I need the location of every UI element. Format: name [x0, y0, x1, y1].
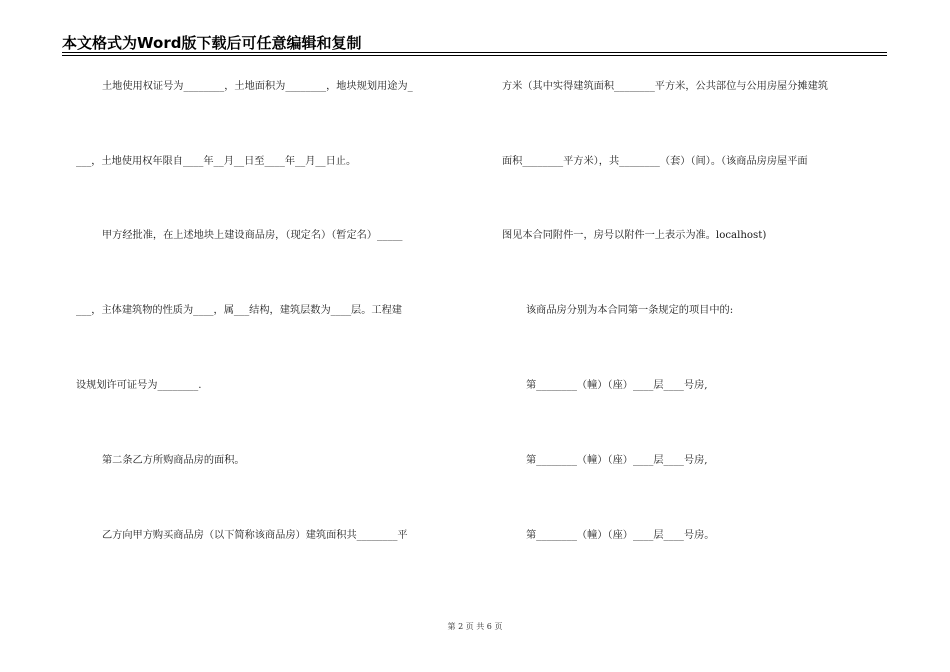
right-line-6: 第________（幢）（座）____层____号房, [526, 455, 708, 466]
right-line-3: 图见本合同附件一，房号以附件一上表示为准。localhost) [502, 230, 767, 241]
document-header-title: 本文格式为Word版下载后可任意编辑和复制 [62, 34, 362, 52]
left-line-6: 第二条乙方所购商品房的面积。 [102, 455, 245, 466]
page-number-footer: 第 2 页 共 6 页 [447, 622, 503, 631]
right-line-2: 面积________平方米），共________（套）（间）。（该商品房房屋平面 [502, 156, 808, 167]
left-line-1: 土地使用权证号为________，土地面积为________，地块规划用途为_ [102, 81, 413, 92]
right-line-5: 第________（幢）（座）____层____号房, [526, 380, 708, 391]
right-line-1: 方米（其中实得建筑面积________平方米，公共部位与公用房屋分摊建筑 [502, 81, 828, 92]
left-line-5: 设规划许可证号为________. [76, 380, 202, 391]
left-line-2: ___，土地使用权年限自____年__月__日至____年__月__日止。 [76, 156, 357, 167]
left-line-4: ___，主体建筑物的性质为____，属___结构，建筑层数为____层。工程建 [76, 305, 402, 316]
left-line-7: 乙方向甲方购买商品房（以下简称该商品房）建筑面积共________平 [102, 530, 408, 541]
header-rule-thin [62, 55, 887, 56]
right-line-4: 该商品房分别为本合同第一条规定的项目中的: [526, 305, 734, 316]
left-line-3: 甲方经批准，在上述地块上建设商品房，（现定名）（暂定名）_____ [102, 230, 403, 241]
header-rule-thick [62, 52, 887, 53]
right-line-7: 第________（幢）（座）____层____号房。 [526, 530, 715, 541]
